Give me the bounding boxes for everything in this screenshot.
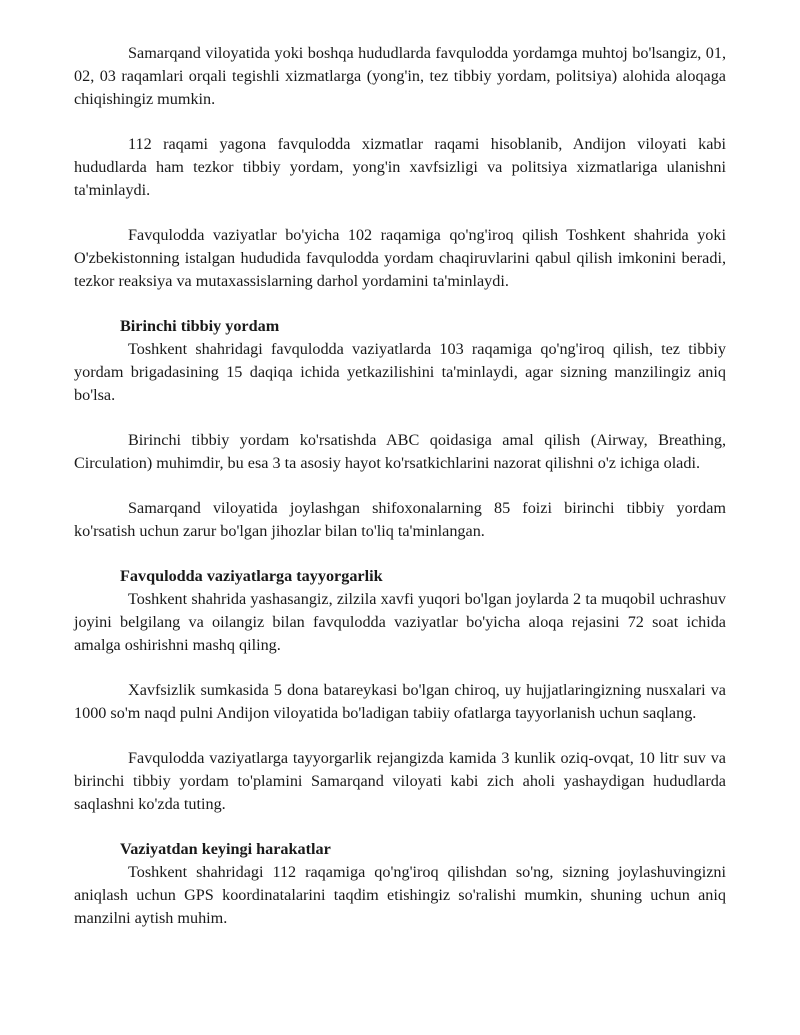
paragraph: Birinchi tibbiy yordam ko'rsatishda ABC qoidasiga amal qilish (Airway, Breathing, Circulation) muhimdir, bu esa 3 ta asosiy hayot ko'rsatkichlarini nazorat qilishni o'z ichiga oladi. bbox=[74, 431, 726, 472]
section-heading-first-aid: Birinchi tibbiy yordam bbox=[120, 317, 280, 335]
paragraph: Samarqand viloyatida joylashgan shifoxonalarning 85 foizi birinchi tibbiy yordam ko'rsatish uchun zarur bo'lgan jihozlar bilan to'liq ta'minlangan. bbox=[74, 499, 726, 540]
section-heading-preparedness: Favqulodda vaziyatlarga tayyorgarlik bbox=[120, 567, 383, 585]
paragraph: Toshkent shahrida yashasangiz, zilzila xavfi yuqori bo'lgan joylarda 2 ta muqobil uchrashuv joyini belgilang va oilangiz bilan favqulodda vaziyatlar bo'yicha aloqa rejasini 72 soat ichida amalga oshirishni mashq qiling. bbox=[74, 590, 726, 654]
paragraph: Toshkent shahridagi favqulodda vaziyatlarda 103 raqamiga qo'ng'iroq qilish, tez tibbiy yordam brigadasining 15 daqiqa ichida yetkazilishini ta'minlaydi, agar sizning manzilingiz aniq bo'lsa. bbox=[74, 340, 726, 404]
document-body bbox=[74, 42, 726, 930]
section-heading-aftermath: Vaziyatdan keyingi harakatlar bbox=[120, 840, 331, 858]
paragraph: 112 raqami yagona favqulodda xizmatlar raqami hisoblanib, Andijon viloyati kabi hududlarda ham tezkor tibbiy yordam, yong'in xavfsizligi va politsiya xizmatlariga ulanishni ta'minlaydi. bbox=[74, 135, 726, 199]
paragraph: Favqulodda vaziyatlar bo'yicha 102 raqamiga qo'ng'iroq qilish Toshkent shahrida yoki O'zbekistonning istalgan hududida favqulodda yordam chaqiruvlarini qabul qilish imkonini beradi, tezkor reaksiya va mutaxassislarning darhol yordamini ta'minlaydi. bbox=[74, 226, 726, 290]
paragraph: Toshkent shahridagi 112 raqamiga qo'ng'iroq qilishdan so'ng, sizning joylashuvingizni aniqlash uchun GPS koordinatalarini taqdim etishingiz so'ralishi mumkin, shuning uchun aniq manzilni aytish muhim. bbox=[74, 863, 726, 927]
paragraph: Favqulodda vaziyatlarga tayyorgarlik rejangizda kamida 3 kunlik oziq-ovqat, 10 litr suv va birinchi tibbiy yordam to'plamini Samarqand viloyati kabi zich aholi yashaydigan hududlarda saqlashni ko'zda tuting. bbox=[74, 749, 726, 813]
paragraph: Xavfsizlik sumkasida 5 dona batareykasi bo'lgan chiroq, uy hujjatlaringizning nusxalari va 1000 so'm naqd pulni Andijon viloyatida bo'ladigan tabiiy ofatlarga tayyorlanish uchun saqlang. bbox=[74, 681, 726, 722]
paragraph: Samarqand viloyatida yoki boshqa hududlarda favqulodda yordamga muhtoj bo'lsangiz, 01, 02, 03 raqamlari orqali tegishli xizmatlarga (yong'in, tez tibbiy yordam, politsiya) alohida aloqaga chiqishingiz mumkin. bbox=[74, 44, 726, 108]
